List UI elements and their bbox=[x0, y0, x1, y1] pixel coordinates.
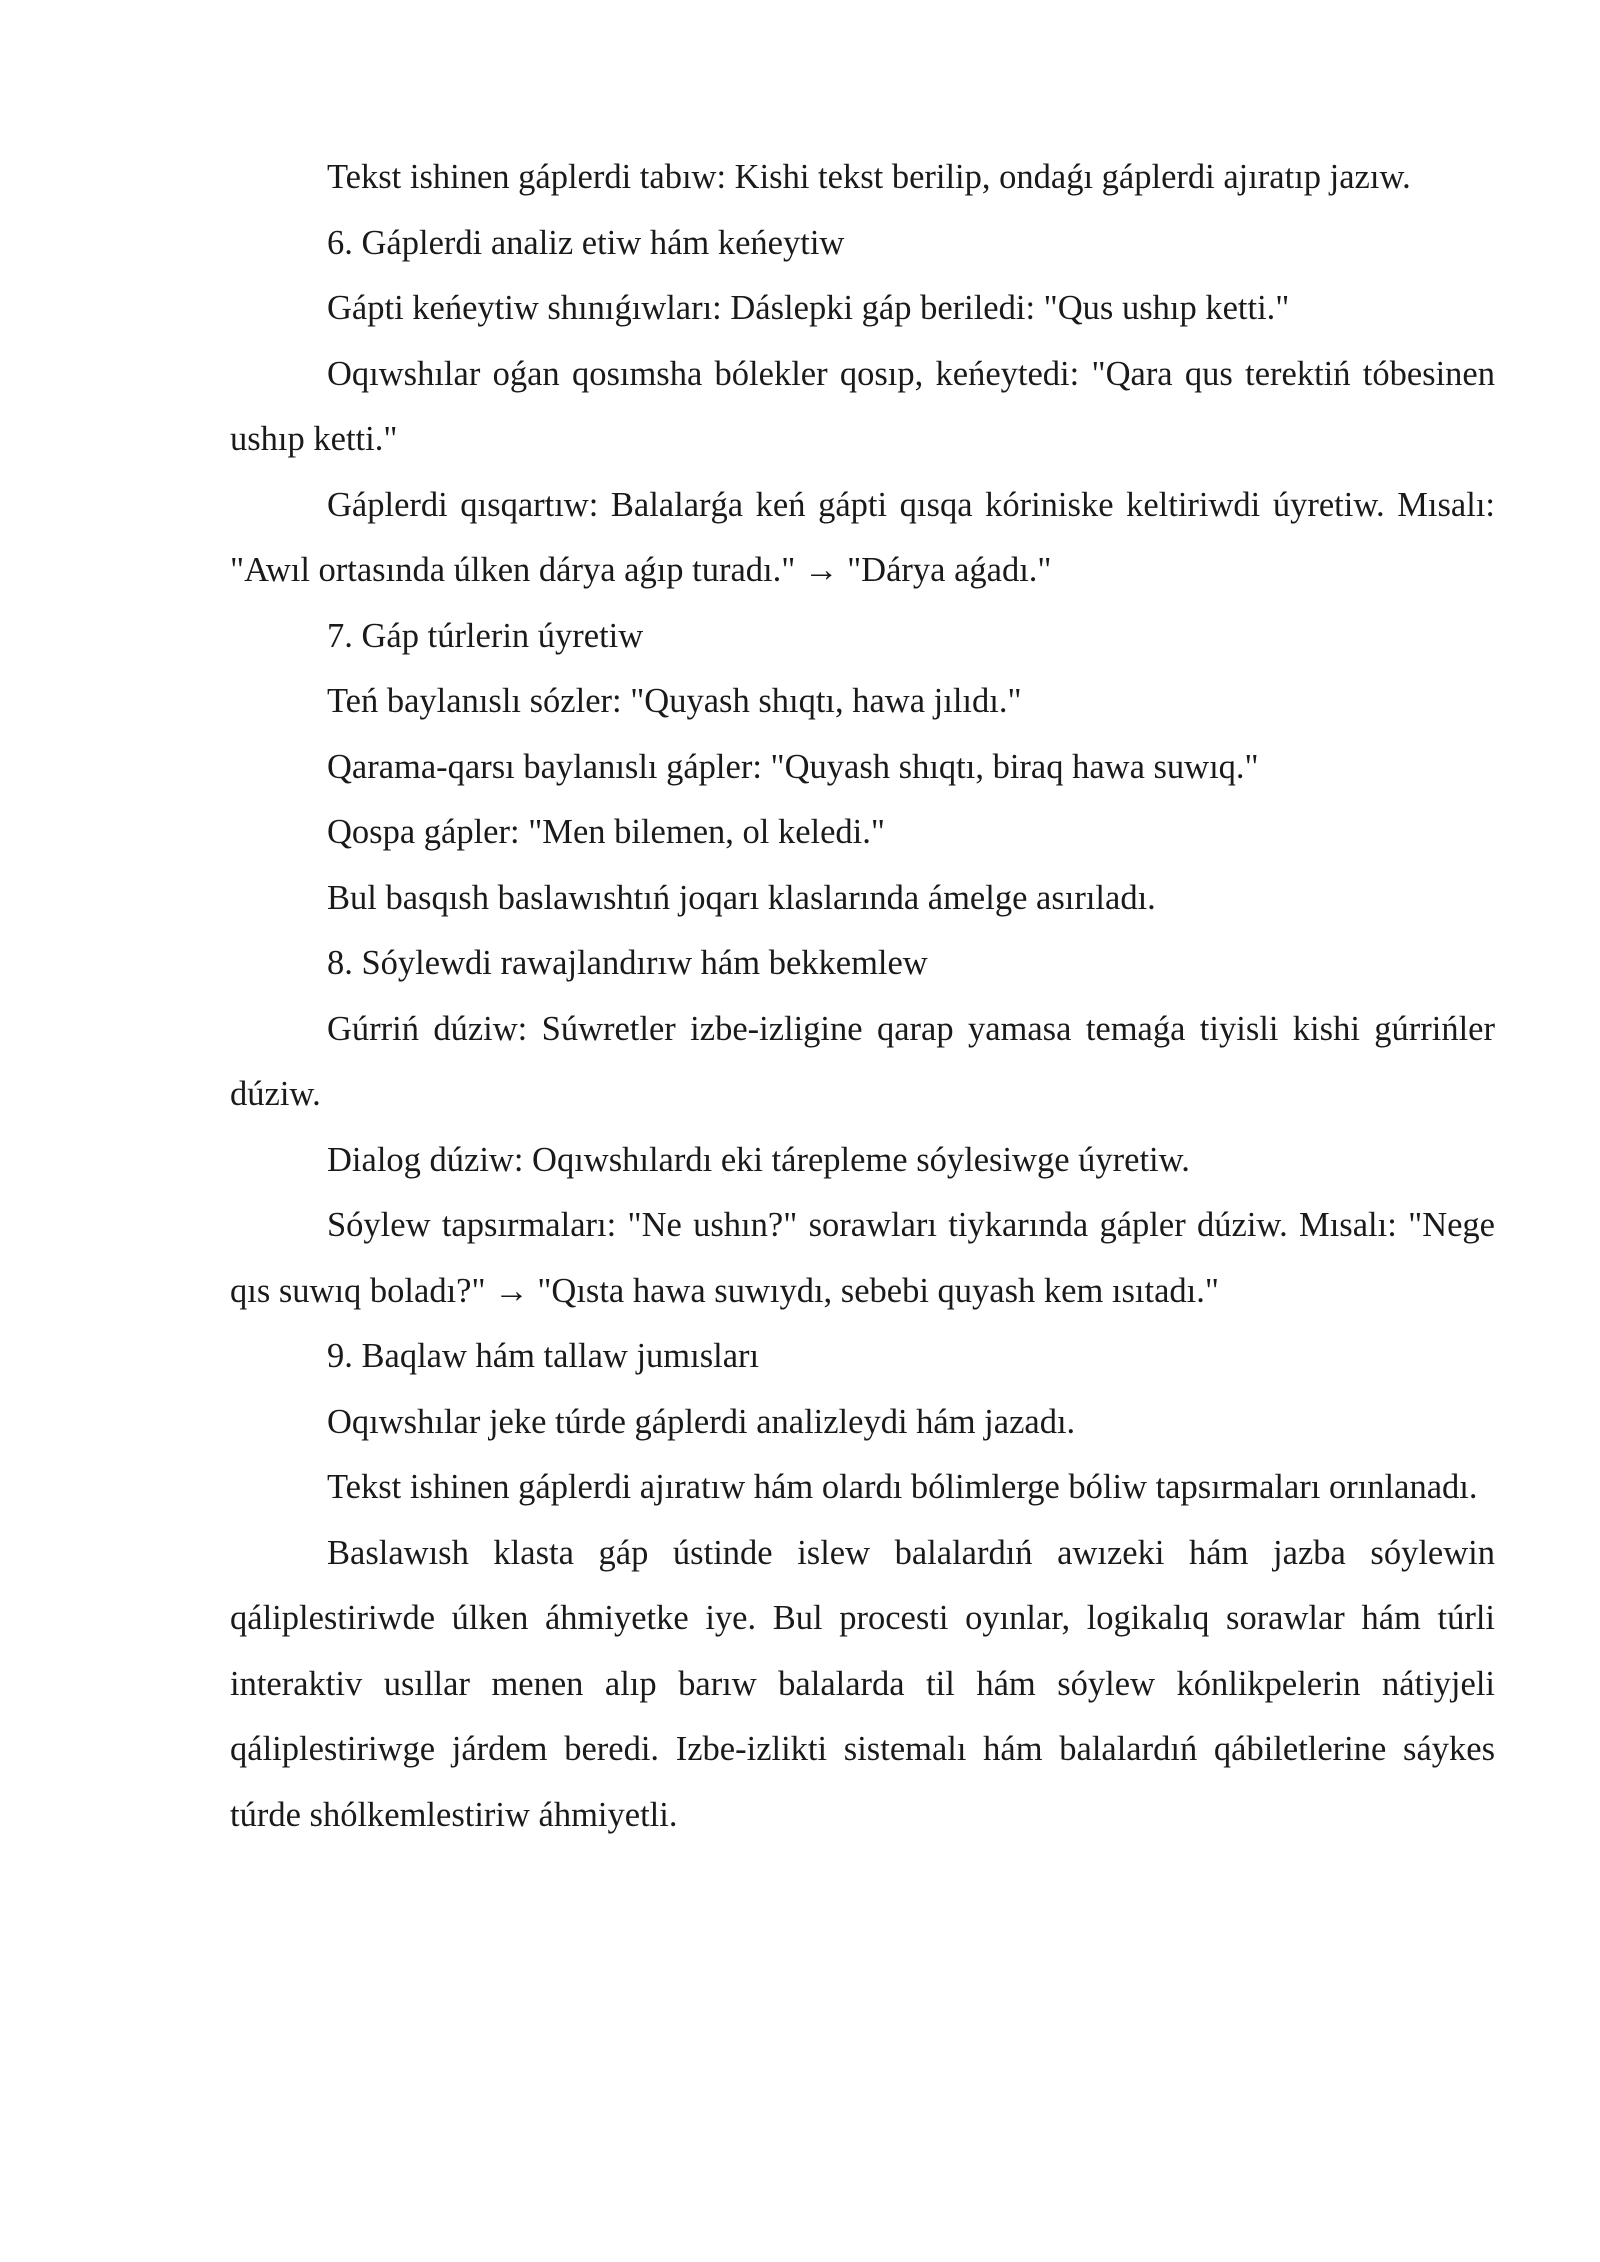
section-heading-9: 9. Baqlaw hám tallaw jumısları bbox=[327, 1337, 760, 1375]
paragraph-contrast-sentences: Qarama-qarsı baylanıslı gápler: "Quyash shıqtı, biraq hawa suwıq." bbox=[327, 747, 1259, 786]
paragraph-upper-grades: Bul basqısh baslawıshtıń joqarı klaslarında ámelge asırıladı. bbox=[327, 878, 1156, 917]
paragraph-compound-sentences: Qospa gápler: "Men bilemen, ol keledi." bbox=[327, 813, 885, 851]
paragraph-text-extraction: Tekst ishinen gáplerdi tabıw: Kishi tekst berilip, ondaǵı gáplerdi ajıratıp jazıw. bbox=[327, 158, 1411, 196]
paragraph-story-composition: Gúrriń dúziw: Súwretler izbe-izligine qarap yamasa temaǵa tiyisli kishi gúrrińler dúziw. bbox=[230, 1009, 1495, 1113]
paragraph-individual-analysis: Oqıwshılar jeke túrde gáplerdi analizleydi hám jazadı. bbox=[327, 1402, 1076, 1441]
paragraph-expansion-example: Oqıwshılar oǵan qosımsha bólekler qosıp, keńeytedi: "Qara qus terektiń tóbesinen ushıp ketti." bbox=[230, 354, 1495, 458]
paragraph-speech-tasks: Sóylew tapsırmaları: "Ne ushın?" sorawları tiykarında gápler dúziw. Mısalı: "Nege qıs suwıq boladı?" → "Qısta hawa suwıydı, sebebi quyash kem ısıtadı." bbox=[230, 1206, 1495, 1310]
paragraph-coordinate-words: Teń baylanıslı sózler: "Quyash shıqtı, hawa jılıdı." bbox=[327, 682, 1022, 720]
section-heading-7: 7. Gáp túrlerin úyretiw bbox=[327, 616, 644, 655]
paragraph-dialog: Dialog dúziw: Oqıwshılardı eki tárepleme sóylesiwge úyretiw. bbox=[327, 1140, 1190, 1179]
section-heading-8: 8. Sóylewdi rawajlandırıw hám bekkemlew bbox=[327, 944, 928, 982]
paragraph-conclusion: Baslawısh klasta gáp ústinde islew balalardıń awızeki hám jazba sóylewin qáliplestiriwde úlken áhmiyetke iye. Bul procesti oyınlar, logikalıq sorawlar hám túrli interaktiv usıllar menen alıp barıw balalarda til hám sóylew kónlikpelerin nátiyjeli qáliplestiriwge járdem beredi. Izbe-izlikti sistemalı hám balalardıń qábiletlerine sáykes túrde shólkemlestiriw áhmiyetli. bbox=[230, 1533, 1495, 1834]
document-page bbox=[230, 145, 1495, 1848]
paragraph-expansion-exercises: Gápti keńeytiw shınıǵıwları: Dáslepki gáp beriledi: "Qus ushıp ketti." bbox=[327, 289, 1290, 327]
paragraph-shortening: Gáplerdi qısqartıw: Balalarǵa keń gápti qısqa kóriniske keltiriwdi úyretiw. Mısalı: "Awıl ortasında úlken dárya aǵıp turadı." → "Dárya aǵadı." bbox=[230, 485, 1495, 589]
section-heading-6: 6. Gáplerdi analiz etiw hám keńeytiw bbox=[327, 223, 845, 262]
paragraph-text-division: Tekst ishinen gáplerdi ajıratıw hám olardı bólimlerge bóliw tapsırmaları orınlanadı. bbox=[327, 1468, 1478, 1506]
